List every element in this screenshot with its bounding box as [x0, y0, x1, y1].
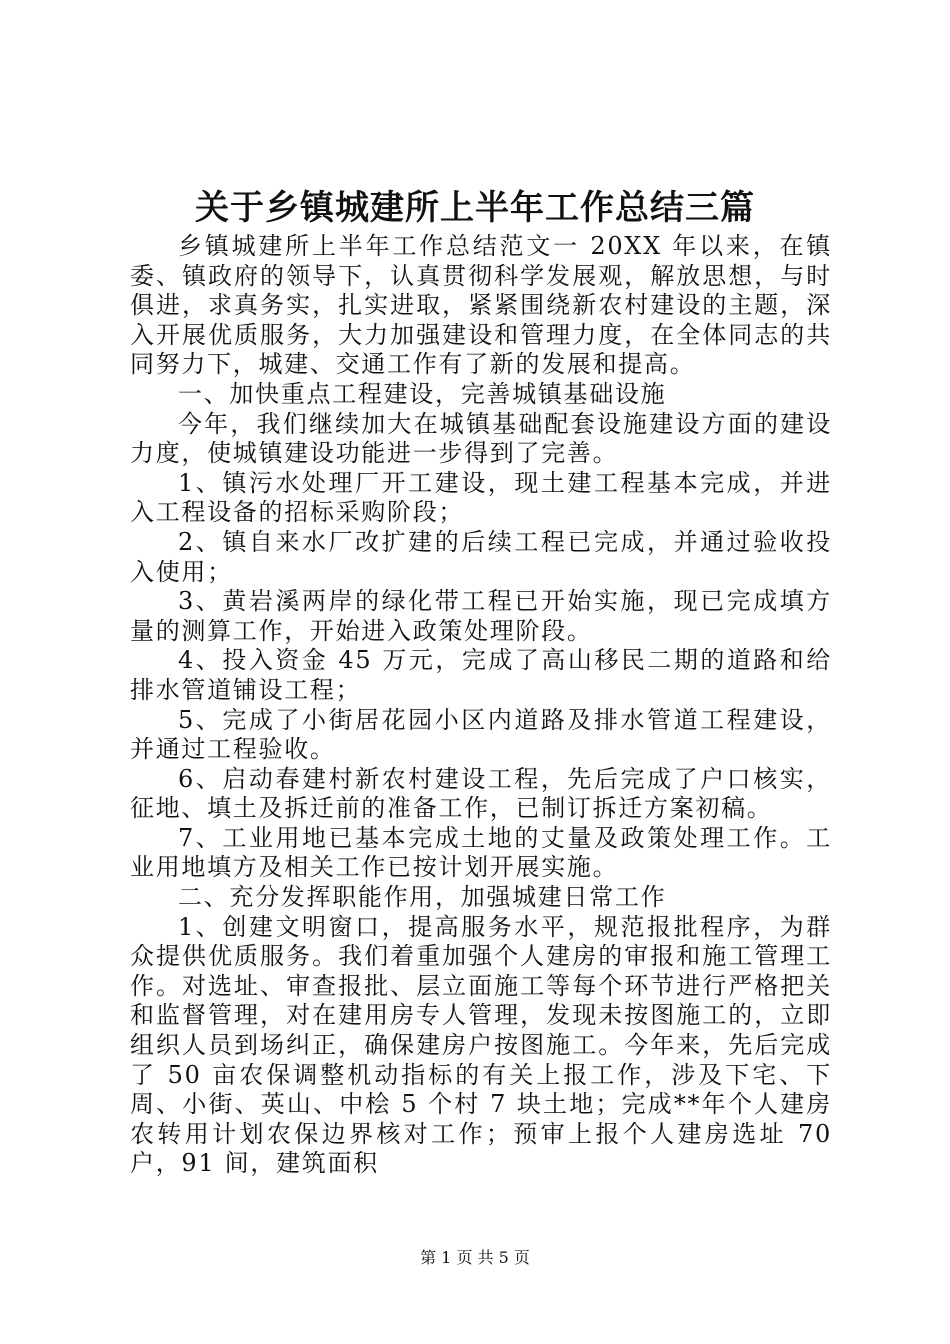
- list-item-6: 6、启动春建村新农村建设工程，先后完成了户口核实，征地、填土及拆迁前的准备工作，已制订拆迁方案初稿。: [130, 764, 832, 823]
- list-item-5: 5、完成了小街居花园小区内道路及排水管道工程建设，并通过工程验收。: [130, 705, 832, 764]
- list-item-7: 7、工业用地已基本完成土地的丈量及政策处理工作。工业用地填方及相关工作已按计划开展实施。: [130, 823, 832, 882]
- list-item-2: 2、镇自来水厂改扩建的后续工程已完成，并通过验收投入使用；: [130, 527, 832, 586]
- section-heading-2: 二、充分发挥职能作用，加强城建日常工作: [178, 883, 667, 912]
- section-heading-1: 一、加快重点工程建设，完善城镇基础设施: [178, 379, 667, 408]
- list-item-1: 1、镇污水处理厂开工建设，现土建工程基本完成，并进入工程设备的招标采购阶段；: [130, 468, 832, 527]
- paragraph-section-2-item-1: 1、创建文明窗口，提高服务水平，规范报批程序，为群众提供优质服务。我们着重加强个人建房的审报和施工管理工作。对选址、审查报批、层立面施工等每个环节进行严格把关和监督管理，对在建用房专人管理，发现未按图施工的，立即组织人员到场纠正，确保建房户按图施工。今年来，先后完成了 50 亩农保调整机动指标的有关上报工作，涉及下宅、下周、小街、英山、中桧 5 个村 7 块土地；完成**年个人建房农转用计划农保边界核对工作；预审上报个人建房选址 70 户，91 间，建筑面积: [130, 912, 832, 1178]
- list-item-4: 4、投入资金 45 万元，完成了高山移民二期的道路和给排水管道铺设工程；: [130, 646, 832, 704]
- document-title: 关于乡镇城建所上半年工作总结三篇: [195, 188, 755, 228]
- list-item-3: 3、黄岩溪两岸的绿化带工程已开始实施，现已完成填方量的测算工作，开始进入政策处理阶段。: [130, 587, 832, 645]
- document-body: [130, 232, 832, 1179]
- paragraph-section-1-intro: 今年，我们继续加大在城镇基础配套设施建设方面的建设力度，使城镇建设功能进一步得到了完善。: [130, 409, 832, 468]
- paragraph-intro: 乡镇城建所上半年工作总结范文一 20XX 年以来，在镇委、镇政府的领导下，认真贯彻科学发展观，解放思想，与时俱进，求真务实，扎实进取，紧紧围绕新农村建设的主题，深入开展优质服务，大力加强建设和管理力度，在全体同志的共同努力下，城建、交通工作有了新的发展和提高。: [130, 232, 832, 379]
- page-number-footer: 第 1 页 共 5 页: [420, 1248, 530, 1267]
